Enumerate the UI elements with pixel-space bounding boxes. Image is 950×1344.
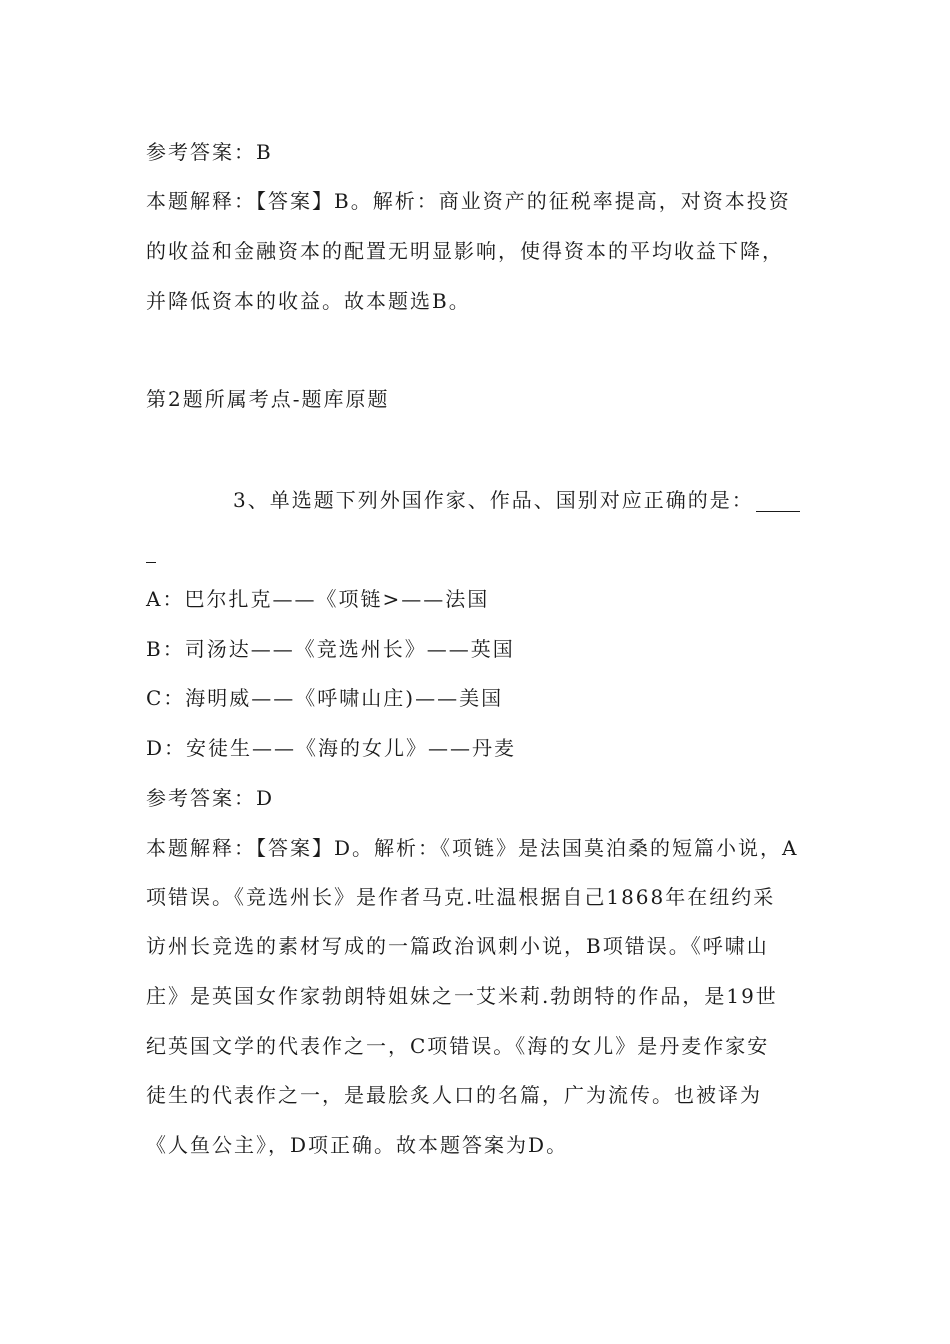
q3-option-d: D：安徒生——《海的女儿》——丹麦 xyxy=(146,736,517,760)
q2-explanation-line-2: 的收益和金融资本的配置无明显影响，使得资本的平均收益下降， xyxy=(146,239,784,263)
q2-explanation-line-1: 本题解释：【答案】B。解析：商业资产的征税率提高，对资本投资 xyxy=(146,189,791,213)
q2-answer: 参考答案：B xyxy=(146,140,273,164)
q3-option-a: A：巴尔扎克——《项链>——法国 xyxy=(146,587,490,611)
q2-source-note: 第2题所属考点-题库原题 xyxy=(146,387,390,411)
answer-blank-tail xyxy=(146,548,156,563)
answer-blank-continuation xyxy=(146,539,810,563)
q3-explanation-line-4: 庄》是英国女作家勃朗特姐妹之一艾米莉.勃朗特的作品，是19世 xyxy=(146,984,778,1008)
q3-explanation-line-6: 徒生的代表作之一，是最脍炙人口的名篇，广为流传。也被译为 xyxy=(146,1083,762,1107)
q3-explanation-line-3: 访州长竞选的素材写成的一篇政治讽刺小说，B项错误。《呼啸山 xyxy=(146,934,769,958)
q3-option-b: B：司汤达——《竞选州长》——英国 xyxy=(146,637,515,661)
q3-explanation-line-5: 纪英国文学的代表作之一，C项错误。《海的女儿》是丹麦作家安 xyxy=(146,1034,770,1058)
answer-blank xyxy=(756,491,800,512)
q2-explanation-line-3: 并降低资本的收益。故本题选B。 xyxy=(146,289,471,313)
q3-option-c: C：海明威——《呼啸山庄)——美国 xyxy=(146,686,504,710)
q3-question-text: 3、单选题下列外国作家、作品、国别对应正确的是： xyxy=(233,488,754,512)
q3-explanation-line-1: 本题解释：【答案】D。解析：《项链》是法国莫泊桑的短篇小说，A xyxy=(146,836,799,860)
q3-explanation-line-2: 项错误。《竞选州长》是作者马克.吐温根据自己1868年在纽约采 xyxy=(146,885,776,909)
q3-question xyxy=(233,488,810,512)
q3-explanation-line-7: 《人鱼公主》，D项正确。故本题答案为D。 xyxy=(146,1133,569,1157)
q3-answer: 参考答案：D xyxy=(146,786,275,810)
